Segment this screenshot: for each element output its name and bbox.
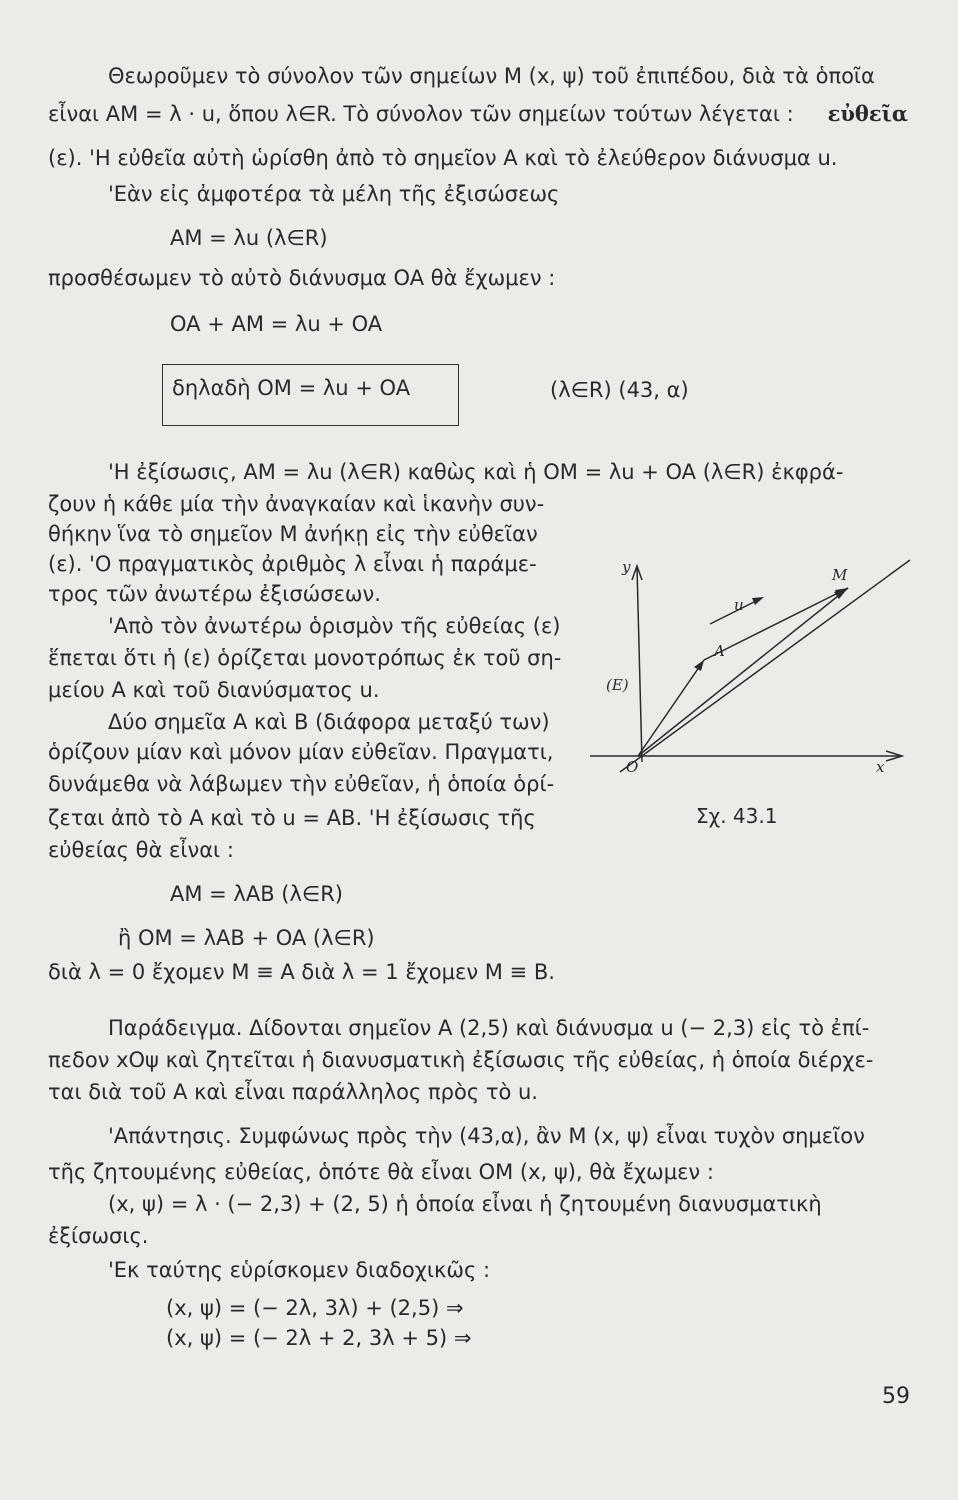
figure-line-diagram: [580, 550, 920, 780]
label-x: x: [876, 758, 885, 776]
answer-line: 'Απάντησις. Συμφώνως πρὸς τὴν (43,α), ἂν Μ (x, ψ) εἶναι τυχὸν σημεῖον: [108, 1124, 865, 1148]
example-line: Παράδειγμα. Δίδονται σημεῖον Α (2,5) καὶ διάνυσμα u (− 2,3) εἰς τὸ ἐπί-: [108, 1016, 870, 1040]
text-line: [48, 100, 908, 128]
arrow-OA: [694, 660, 704, 671]
page-number: 59: [882, 1384, 910, 1409]
equation: AM = λAB (λ∈R): [170, 882, 344, 906]
text-line: 'Εκ ταύτης εὑρίσκομεν διαδοχικῶς :: [108, 1258, 491, 1282]
text-line: πεδον xOψ καὶ ζητεῖται ἡ διανυσματικὴ ἐξίσωσις τῆς εὐθείας, ἡ ὁποία διέρχε-: [48, 1048, 874, 1072]
text-line: ἐξίσωσις.: [48, 1224, 149, 1248]
text-line: Δύο σημεῖα Α καὶ Β (διάφορα μεταξύ των): [108, 710, 550, 734]
text-line: (ε). 'Η εὐθεῖα αὐτὴ ὡρίσθη ἀπὸ τὸ σημεῖον Α καὶ τὸ ἐλεύθερον διάνυσμα u.: [48, 146, 838, 170]
text-line: θήκην ἵνα τὸ σημεῖον Μ ἀνήκῃ εἰς τὴν εὐθεῖαν: [48, 522, 538, 546]
equation: OA + AM = λu + OA: [170, 312, 383, 336]
y-axis: [637, 568, 642, 762]
equation-number: (λ∈R) (43, α): [550, 378, 689, 402]
equation: ἢ OM = λAB + OA (λ∈R): [118, 926, 375, 950]
text-line: 'Απὸ τὸν ἀνωτέρω ὁρισμὸν τῆς εὐθείας (ε): [108, 614, 561, 638]
text-line: τῆς ζητουμένης εὐθείας, ὁπότε θὰ εἶναι OM (x, ψ), θὰ ἔχωμεν :: [48, 1160, 714, 1184]
label-A: A: [714, 642, 725, 660]
text-line: 'Η ἐξίσωσις, AM = λu (λ∈R) καθὼς καὶ ἡ OM = λu + OA (λ∈R) ἐκφρά-: [108, 460, 844, 484]
equation: AM = λu (λ∈R): [170, 226, 328, 250]
label-epsilon: (E): [606, 676, 629, 694]
text-line: ζουν ἡ κάθε μία τὴν ἀναγκαίαν καὶ ἱκανὴν συν-: [48, 492, 545, 516]
text-line: δυνάμεθα νὰ λάβωμεν τὴν εὐθεῖαν, ἡ ὁποία ὁρί-: [48, 772, 555, 796]
text-line: Θεωροῦμεν τὸ σύνολον τῶν σημείων Μ (x, ψ) τοῦ ἐπιπέδου, διὰ τὰ ὁποῖα: [108, 64, 875, 88]
text-line: προσθέσωμεν τὸ αὐτὸ διάνυσμα OA θὰ ἔχωμεν :: [48, 266, 556, 290]
text-line: ὁρίζουν μίαν καὶ μόνον μίαν εὐθεῖαν. Πραγματι,: [48, 740, 554, 764]
equation: (x, ψ) = (− 2λ, 3λ) + (2,5) ⇒: [166, 1296, 464, 1320]
arrow-u: [752, 597, 764, 605]
figure-caption: Σχ. 43.1: [696, 804, 778, 828]
label-u: u: [734, 596, 744, 614]
boxed-equation: δηλαδὴ OM = λu + OA: [172, 376, 411, 400]
term-eutheia: εὐθεῖα: [827, 101, 908, 126]
vector-OA: [638, 660, 704, 756]
text-line: εὐθείας θὰ εἶναι :: [48, 838, 234, 862]
label-y: y: [622, 558, 631, 576]
text-line: ἕπεται ὅτι ἡ (ε) ὁρίζεται μονοτρόπως ἐκ τοῦ ση-: [48, 646, 562, 670]
text-line: τρος τῶν ἀνωτέρω ἐξισώσεων.: [48, 582, 381, 606]
line-epsilon: [620, 560, 910, 772]
text-line-main: εἶναι AM = λ · u, ὅπου λ∈R. Τὸ σύνολον τῶν σημείων τούτων λέγεται :: [48, 102, 794, 126]
text-line: διὰ λ = 0 ἔχομεν Μ ≡ Α διὰ λ = 1 ἔχομεν Μ ≡ Β.: [48, 960, 555, 984]
text-line: (ε). 'Ο πραγματικὸς ἀριθμὸς λ εἶναι ἡ παράμε-: [48, 552, 537, 576]
label-M: M: [832, 566, 848, 584]
equation: (x, ψ) = (− 2λ + 2, 3λ + 5) ⇒: [166, 1326, 472, 1350]
label-O: O: [626, 758, 639, 776]
text-line: (x, ψ) = λ · (− 2,3) + (2, 5) ἡ ὁποία εἶναι ἡ ζητουμένη διανυσματικὴ: [108, 1192, 822, 1216]
text-line: 'Εὰν εἰς ἀμφοτέρα τὰ μέλη τῆς ἐξισώσεως: [108, 182, 560, 206]
text-line: μείου Α καὶ τοῦ διανύσματος u.: [48, 678, 380, 702]
text-line: ται διὰ τοῦ Α καὶ εἶναι παράλληλος πρὸς τὸ u.: [48, 1080, 538, 1104]
vector-AM: [704, 588, 848, 660]
text-line: ζεται ἀπὸ τὸ Α καὶ τὸ u = AB. 'Η ἐξίσωσις τῆς: [48, 806, 536, 830]
